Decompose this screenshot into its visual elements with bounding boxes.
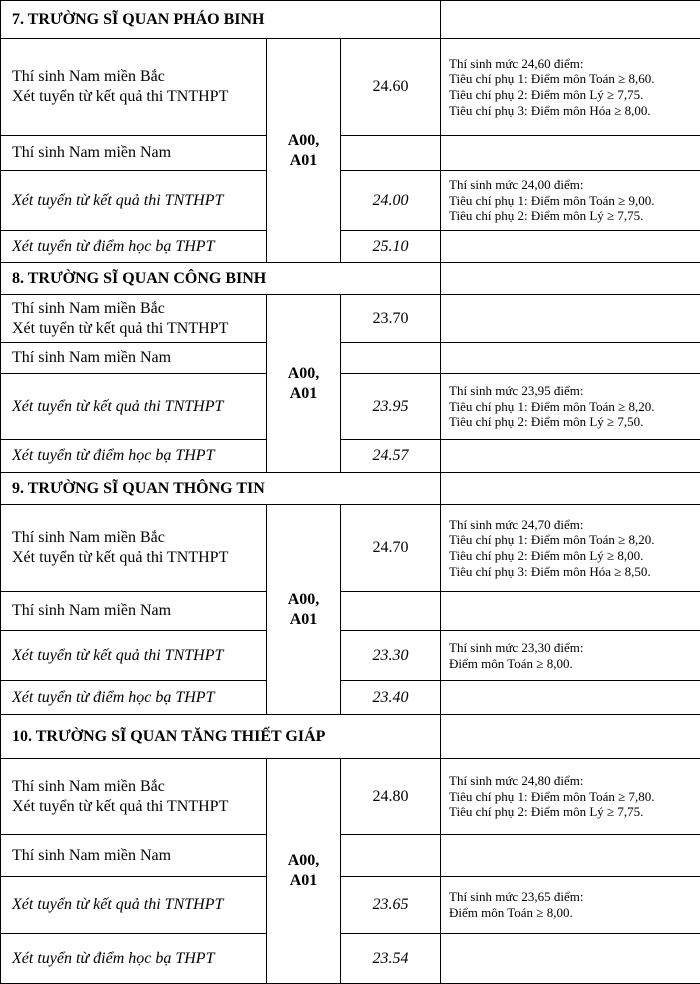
row-label: Xét tuyển từ điểm học bạ THPT (1, 231, 267, 263)
row-label: Thí sinh Nam miền Nam (1, 592, 267, 631)
row-label: Xét tuyển từ kết quả thi TNTHPT (1, 374, 267, 440)
cutoff-score: 24.80 (341, 759, 441, 835)
tiebreak-note: Thí sinh mức 24,80 điểm: Tiêu chí phụ 1: Điểm môn Toán ≥ 7,80. Tiêu chí phụ 2: Điểm môn Lý ≥ 7,75. (441, 759, 700, 835)
cutoff-score: 24.60 (341, 39, 441, 136)
table-row (1, 505, 700, 592)
section-header-note (441, 263, 700, 295)
table-row (1, 440, 700, 473)
section-header-row (1, 715, 700, 759)
tiebreak-note (441, 295, 700, 343)
row-label: Thí sinh Nam miền Bắc Xét tuyển từ kết quả thi TNTHPT (1, 759, 267, 835)
cutoff-score: 24.57 (341, 440, 441, 473)
cutoff-score: 24.70 (341, 505, 441, 592)
tiebreak-note (441, 681, 700, 715)
tiebreak-note (441, 231, 700, 263)
subject-code: A00, A01 (267, 505, 341, 715)
table-row (1, 39, 700, 136)
row-label: Thí sinh Nam miền Bắc Xét tuyển từ kết quả thi TNTHPT (1, 39, 267, 136)
row-label: Xét tuyển từ điểm học bạ THPT (1, 934, 267, 984)
row-label: Xét tuyển từ điểm học bạ THPT (1, 440, 267, 473)
cutoff-score: 23.40 (341, 681, 441, 715)
tiebreak-note (441, 835, 700, 877)
cutoff-score: 23.30 (341, 631, 441, 681)
row-label: Xét tuyển từ kết quả thi TNTHPT (1, 877, 267, 934)
cutoff-score: 23.95 (341, 374, 441, 440)
section-header-row (1, 263, 700, 295)
section-header-note (441, 473, 700, 505)
section-title: 7. TRƯỜNG SĨ QUAN PHÁO BINH (1, 1, 441, 39)
table-row (1, 136, 700, 171)
cutoff-score: 23.65 (341, 877, 441, 934)
subject-code: A00, A01 (267, 295, 341, 473)
table-row (1, 231, 700, 263)
tiebreak-note: Thí sinh mức 23,95 điểm: Tiêu chí phụ 1: Điểm môn Toán ≥ 8,20. Tiêu chí phụ 2: Điểm môn Lý ≥ 7,50. (441, 374, 700, 440)
cutoff-score: 25.10 (341, 231, 441, 263)
row-label: Xét tuyển từ kết quả thi TNTHPT (1, 631, 267, 681)
table-row (1, 759, 700, 835)
cutoff-score (341, 592, 441, 631)
tiebreak-note: Thí sinh mức 23,30 điểm: Điểm môn Toán ≥ 8,00. (441, 631, 700, 681)
tiebreak-note: Thí sinh mức 24,00 điểm: Tiêu chí phụ 1: Điểm môn Toán ≥ 9,00. Tiêu chí phụ 2: Điểm môn Lý ≥ 7,75. (441, 171, 700, 231)
row-label: Xét tuyển từ kết quả thi TNTHPT (1, 171, 267, 231)
section-title: 9. TRƯỜNG SĨ QUAN THÔNG TIN (1, 473, 441, 505)
tiebreak-note (441, 343, 700, 374)
table-row (1, 631, 700, 681)
table-row (1, 374, 700, 440)
subject-code: A00, A01 (267, 759, 341, 984)
section-header-row (1, 473, 700, 505)
cutoff-score (341, 343, 441, 374)
row-label: Thí sinh Nam miền Bắc Xét tuyển từ kết quả thi TNTHPT (1, 505, 267, 592)
row-label: Xét tuyển từ điểm học bạ THPT (1, 681, 267, 715)
table-row (1, 295, 700, 343)
cutoff-score (341, 136, 441, 171)
table-row (1, 934, 700, 984)
tiebreak-note (441, 934, 700, 984)
cutoff-score: 23.54 (341, 934, 441, 984)
section-title: 8. TRƯỜNG SĨ QUAN CÔNG BINH (1, 263, 441, 295)
tiebreak-note: Thí sinh mức 24,70 điểm: Tiêu chí phụ 1: Điểm môn Toán ≥ 8,20. Tiêu chí phụ 2: Điểm môn Lý ≥ 8,00. Tiêu chí phụ 3: Điểm môn Hóa ≥ 8,50. (441, 505, 700, 592)
section-header-note (441, 1, 700, 39)
table-row (1, 171, 700, 231)
row-label: Thí sinh Nam miền Nam (1, 835, 267, 877)
row-label: Thí sinh Nam miền Nam (1, 136, 267, 171)
tiebreak-note (441, 440, 700, 473)
table-row (1, 343, 700, 374)
section-title: 10. TRƯỜNG SĨ QUAN TĂNG THIẾT GIÁP (1, 715, 441, 759)
table-row (1, 592, 700, 631)
cutoff-score: 23.70 (341, 295, 441, 343)
table-row (1, 681, 700, 715)
section-header-row (1, 1, 700, 39)
section-header-note (441, 715, 700, 759)
table-row (1, 835, 700, 877)
cutoff-score: 24.00 (341, 171, 441, 231)
tiebreak-note (441, 136, 700, 171)
subject-code: A00, A01 (267, 39, 341, 263)
tiebreak-note: Thí sinh mức 23,65 điểm: Điểm môn Toán ≥ 8,00. (441, 877, 700, 934)
row-label: Thí sinh Nam miền Bắc Xét tuyển từ kết quả thi TNTHPT (1, 295, 267, 343)
table-row (1, 877, 700, 934)
tiebreak-note (441, 592, 700, 631)
tiebreak-note: Thí sinh mức 24,60 điểm: Tiêu chí phụ 1: Điểm môn Toán ≥ 8,60. Tiêu chí phụ 2: Điểm môn Lý ≥ 7,75. Tiêu chí phụ 3: Điểm môn Hóa ≥ 8,00. (441, 39, 700, 136)
row-label: Thí sinh Nam miền Nam (1, 343, 267, 374)
cutoff-score (341, 835, 441, 877)
